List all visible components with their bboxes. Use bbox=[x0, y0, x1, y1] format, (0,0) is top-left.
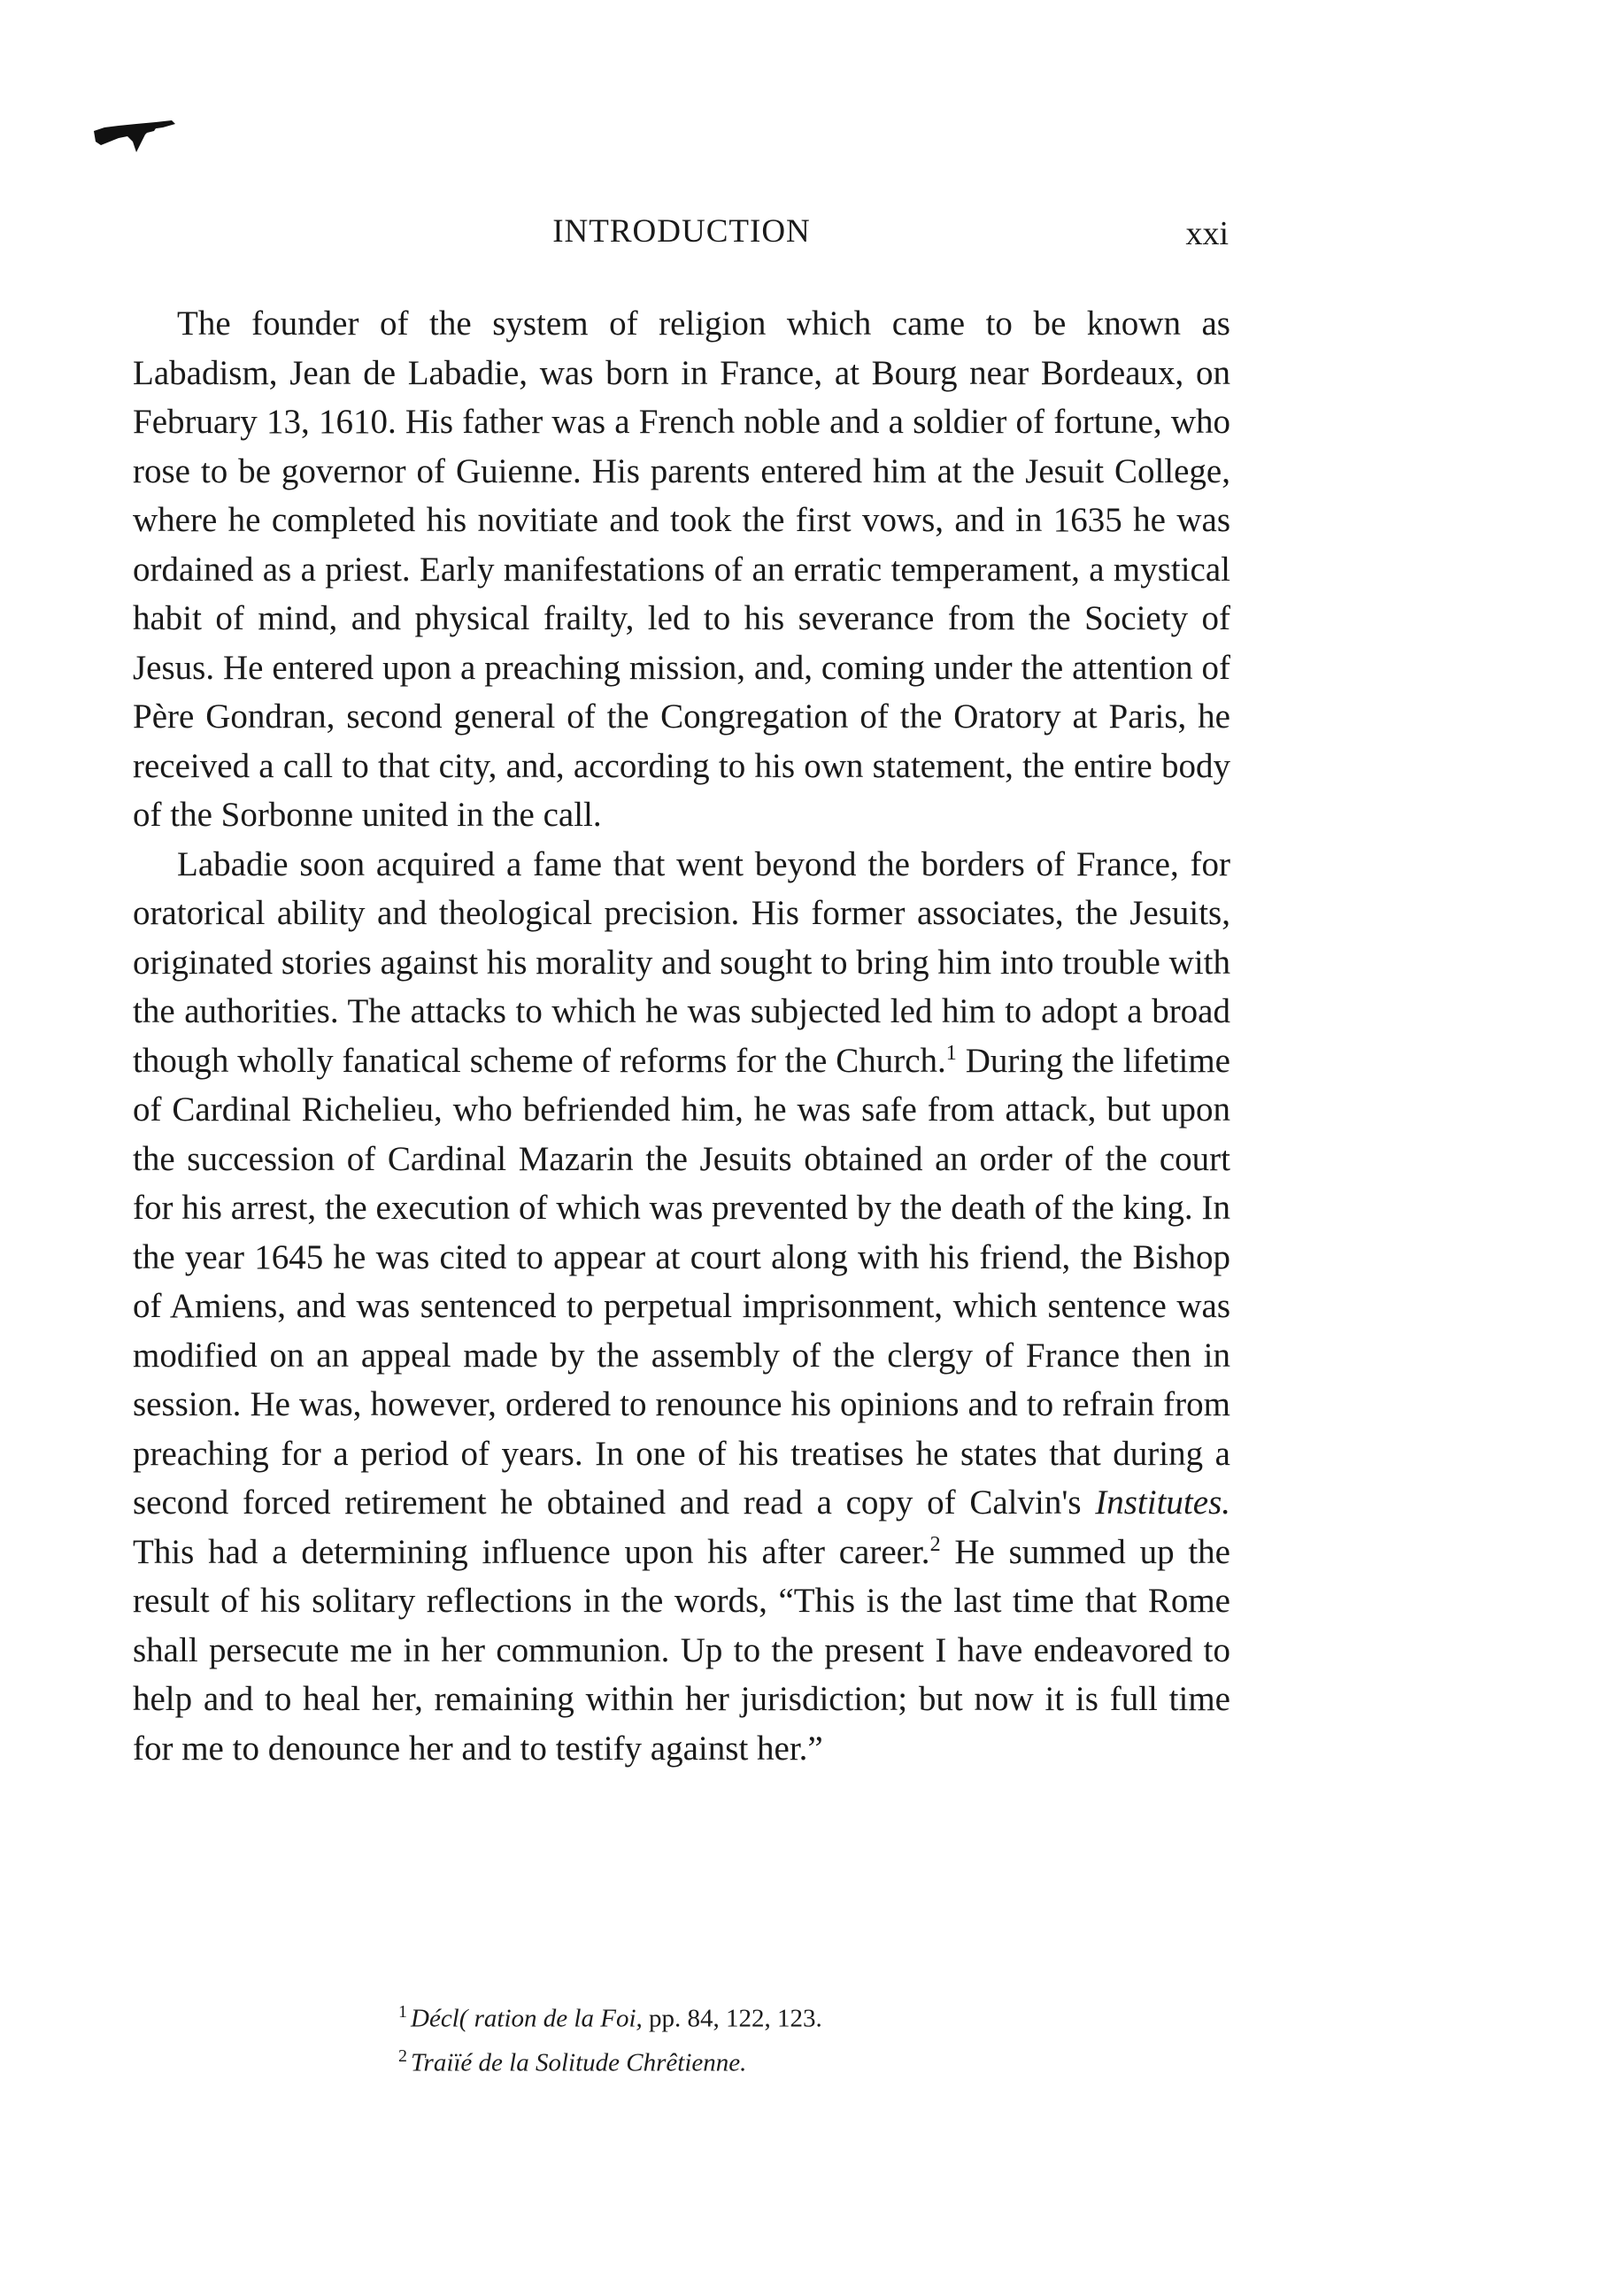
footnote-2 bbox=[133, 2038, 1230, 2082]
paragraph-2-text: During the lifetime of Cardinal Richelieu, who befriended him, he was safe from attack, but upon the succession of Cardinal Mazarin the Jesuits obtained an order of the court for his arrest, the execution of which was prevented by the death of the king. In the year 1645 he was cited to appear at court along with his friend, the Bishop of Amiens, and was sentenced to perpetual imprisonment, which sentence was modified on an appeal made by the assembly of the clergy of France then in session. He was, however, ordered to renounce his opinions and to refrain from preaching for a period of years. In one of his treatises he states that during a second forced retirement he obtained and read a copy of Calvin's bbox=[133, 1041, 1230, 1522]
paragraph-2-text: He summed up the result of his solitary reflections in the words, “This is the last time that Rome shall persecute me in her communion. Up to the present I have endeavored to help and to heal her, remaining within her jurisdiction; but now it is full time for me to denounce her and to testify against her.” bbox=[133, 1532, 1230, 1768]
footnote-title: Traiïé de la Solitude Chrêtienne. bbox=[411, 2048, 747, 2077]
running-title: INTRODUCTION bbox=[552, 213, 811, 250]
page-number: xxi bbox=[1185, 215, 1229, 252]
paragraph-2-text: This had a determining influence upon his after career. bbox=[133, 1532, 930, 1571]
footnote-title: Décl( ration de la Foi, bbox=[411, 2004, 643, 2033]
footnote-pages: pp. 84, 122, 123. bbox=[642, 2004, 822, 2033]
printer-mark-icon bbox=[92, 115, 177, 158]
footnote-number: 2 bbox=[398, 2046, 407, 2066]
paragraph-2 bbox=[133, 840, 1230, 1774]
footnote-ref-2: 2 bbox=[929, 1532, 941, 1556]
paragraph-2-text: Labadie soon acquired a fame that went beyond the borders of France, for oratorical ability and theological precision. His former associates, the Jesuits, originated stories against his morality and sought to bring him into trouble with the authorities. The attacks to which he was subjected led him to adopt a broad though wholly fanatical scheme of reforms for the Church. bbox=[133, 844, 1230, 1080]
footnote-number: 1 bbox=[398, 2002, 407, 2022]
running-head bbox=[135, 212, 1229, 266]
footnote-ref-1: 1 bbox=[945, 1041, 957, 1065]
footnote-1 bbox=[133, 1993, 1230, 2038]
book-title-institutes: Institutes. bbox=[1095, 1483, 1230, 1522]
body-text bbox=[133, 299, 1230, 1773]
paragraph-1: The founder of the system of religion which came to be known as Labadism, Jean de Labadie, was born in France, at Bourg near Bordeaux, on February 13, 1610. His father was a French noble and a soldier of fortune, who rose to be governor of Guienne. His parents entered him at the Jesuit College, where he completed his novitiate and took the first vows, and in 1635 he was ordained as a priest. Early manifestations of an erratic temperament, a mystical habit of mind, and physical frailty, led to his severance from the Society of Jesus. He entered upon a preaching mission, and, coming under the attention of Père Gondran, second general of the Congregation of the Oratory at Paris, he received a call to that city, and, according to his own statement, the entire body of the Sorbonne united in the call. bbox=[133, 304, 1230, 834]
footnotes bbox=[133, 1993, 1230, 2081]
